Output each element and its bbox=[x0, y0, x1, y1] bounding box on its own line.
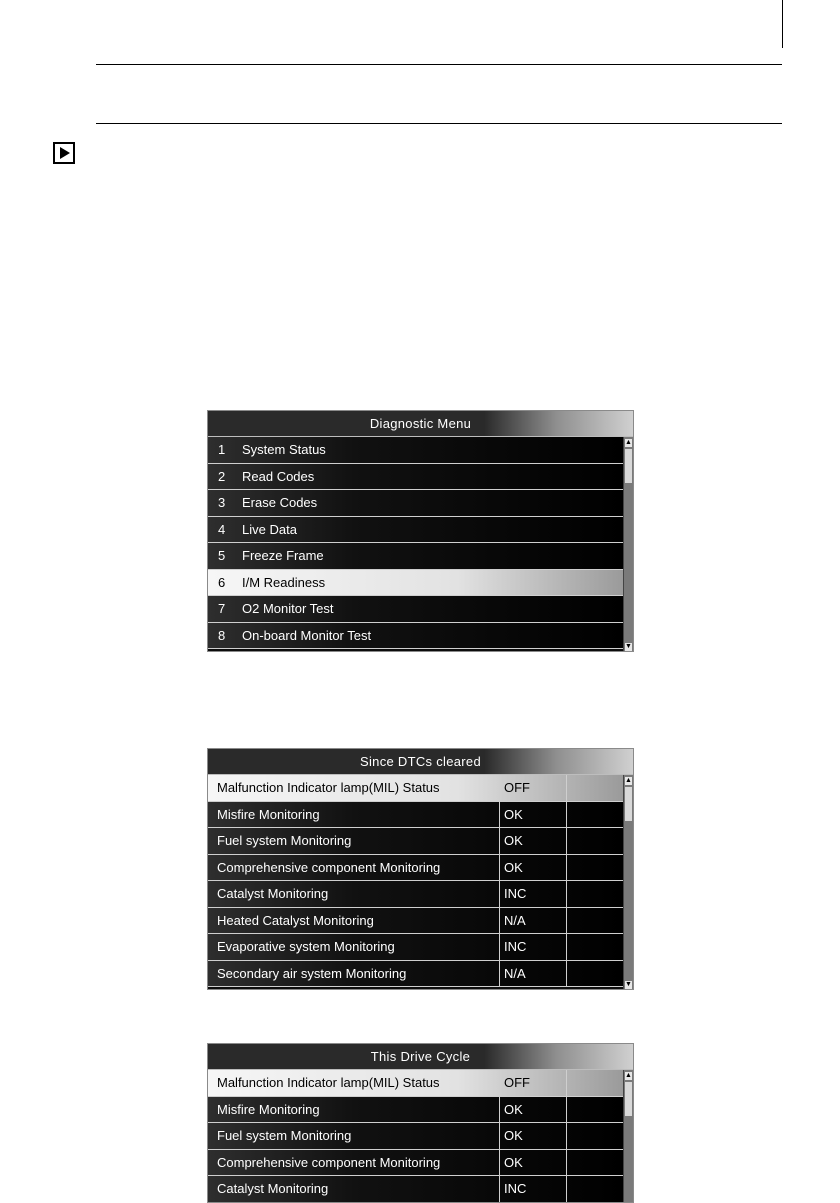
menu-item-system-status[interactable] bbox=[208, 437, 624, 464]
monitor-row-misfire[interactable] bbox=[208, 1097, 624, 1124]
monitor-row-secondary-air-system[interactable] bbox=[208, 961, 624, 988]
monitor-row-comprehensive-component[interactable] bbox=[208, 855, 624, 882]
scrollbar[interactable] bbox=[623, 1070, 633, 1203]
monitor-name: Fuel system Monitoring bbox=[217, 833, 352, 848]
monitor-status: OK bbox=[504, 806, 523, 822]
scroll-up-arrow-icon[interactable]: ▲ bbox=[625, 777, 632, 784]
menu-item-label: Erase Codes bbox=[242, 495, 318, 510]
menu-item-number: 6 bbox=[218, 574, 226, 590]
monitor-name: Evaporative system Monitoring bbox=[217, 939, 395, 954]
monitor-status: OK bbox=[504, 1128, 523, 1143]
menu-item-onboard-monitor-test[interactable] bbox=[208, 623, 624, 650]
menu-item-number: 3 bbox=[218, 495, 226, 510]
menu-item-number: 4 bbox=[218, 521, 226, 537]
scroll-up-arrow-icon[interactable]: ▲ bbox=[625, 439, 632, 446]
monitor-row-catalyst[interactable] bbox=[208, 1176, 624, 1203]
play-arrow-icon bbox=[53, 142, 75, 164]
monitor-status: OK bbox=[504, 859, 523, 875]
monitor-name: Catalyst Monitoring bbox=[217, 1181, 329, 1196]
menu-item-number: 7 bbox=[218, 601, 226, 616]
menu-item-number: 5 bbox=[218, 548, 226, 563]
scroll-thumb[interactable] bbox=[625, 787, 632, 821]
menu-item-label: I/M Readiness bbox=[242, 574, 326, 590]
scroll-down-arrow-icon[interactable]: ▼ bbox=[625, 643, 632, 650]
monitor-row-evaporative-system[interactable] bbox=[208, 934, 624, 961]
this-drive-cycle-title: This Drive Cycle bbox=[208, 1044, 633, 1070]
monitor-name: Misfire Monitoring bbox=[217, 1101, 320, 1117]
monitor-row-comprehensive-component[interactable] bbox=[208, 1150, 624, 1177]
diagnostic-menu-screen bbox=[207, 410, 634, 652]
menu-item-label: On-board Monitor Test bbox=[242, 627, 372, 643]
monitor-name: Malfunction Indicator lamp(MIL) Status bbox=[217, 1075, 440, 1090]
since-dtcs-cleared-screen bbox=[207, 748, 634, 990]
monitor-name: Heated Catalyst Monitoring bbox=[217, 912, 374, 928]
monitor-status: OFF bbox=[504, 780, 530, 795]
scrollbar[interactable] bbox=[623, 775, 633, 990]
monitor-status: OK bbox=[504, 833, 523, 848]
monitor-status: N/A bbox=[504, 965, 526, 981]
since-dtcs-cleared-title: Since DTCs cleared bbox=[208, 749, 633, 775]
monitor-status: INC bbox=[504, 886, 527, 901]
monitor-name: Malfunction Indicator lamp(MIL) Status bbox=[217, 780, 440, 795]
scroll-up-arrow-icon[interactable]: ▲ bbox=[625, 1072, 632, 1079]
menu-item-number: 8 bbox=[218, 627, 226, 643]
monitor-status: OK bbox=[504, 1101, 523, 1117]
menu-item-label: O2 Monitor Test bbox=[242, 601, 334, 616]
monitor-row-catalyst[interactable] bbox=[208, 881, 624, 908]
monitor-status: N/A bbox=[504, 912, 526, 928]
diagnostic-menu-title: Diagnostic Menu bbox=[208, 411, 633, 437]
monitor-name: Secondary air system Monitoring bbox=[217, 965, 407, 981]
menu-item-read-codes[interactable] bbox=[208, 464, 624, 491]
header-rule-top bbox=[96, 64, 782, 65]
menu-item-im-readiness[interactable] bbox=[208, 570, 624, 597]
monitor-status: INC bbox=[504, 1181, 527, 1196]
scrollbar[interactable] bbox=[623, 437, 633, 652]
monitor-name: Comprehensive component Monitoring bbox=[217, 1154, 441, 1170]
monitor-status: OFF bbox=[504, 1075, 530, 1090]
menu-item-live-data[interactable] bbox=[208, 517, 624, 544]
monitor-row-mil-status[interactable] bbox=[208, 1070, 624, 1097]
menu-item-label: Live Data bbox=[242, 521, 297, 537]
header-rule-bottom bbox=[96, 123, 782, 124]
monitor-name: Fuel system Monitoring bbox=[217, 1128, 352, 1143]
monitor-name: Catalyst Monitoring bbox=[217, 886, 329, 901]
monitor-row-heated-catalyst[interactable] bbox=[208, 908, 624, 935]
monitor-status: OK bbox=[504, 1154, 523, 1170]
monitor-row-mil-status[interactable] bbox=[208, 775, 624, 802]
monitor-name: Misfire Monitoring bbox=[217, 806, 320, 822]
monitor-status: INC bbox=[504, 939, 527, 954]
menu-item-label: Read Codes bbox=[242, 468, 315, 484]
menu-item-number: 1 bbox=[218, 442, 226, 457]
scroll-thumb[interactable] bbox=[625, 1082, 632, 1116]
scroll-down-arrow-icon[interactable]: ▼ bbox=[625, 981, 632, 988]
monitor-name: Comprehensive component Monitoring bbox=[217, 859, 441, 875]
menu-item-number: 2 bbox=[218, 468, 226, 484]
page-corner-line bbox=[782, 0, 783, 48]
menu-item-label: System Status bbox=[242, 442, 326, 457]
monitor-row-fuel-system[interactable] bbox=[208, 828, 624, 855]
this-drive-cycle-screen bbox=[207, 1043, 634, 1203]
menu-item-label: Freeze Frame bbox=[242, 548, 324, 563]
menu-item-freeze-frame[interactable] bbox=[208, 543, 624, 570]
scroll-thumb[interactable] bbox=[625, 449, 632, 483]
menu-item-erase-codes[interactable] bbox=[208, 490, 624, 517]
menu-item-o2-monitor-test[interactable] bbox=[208, 596, 624, 623]
monitor-row-misfire[interactable] bbox=[208, 802, 624, 829]
monitor-row-fuel-system[interactable] bbox=[208, 1123, 624, 1150]
